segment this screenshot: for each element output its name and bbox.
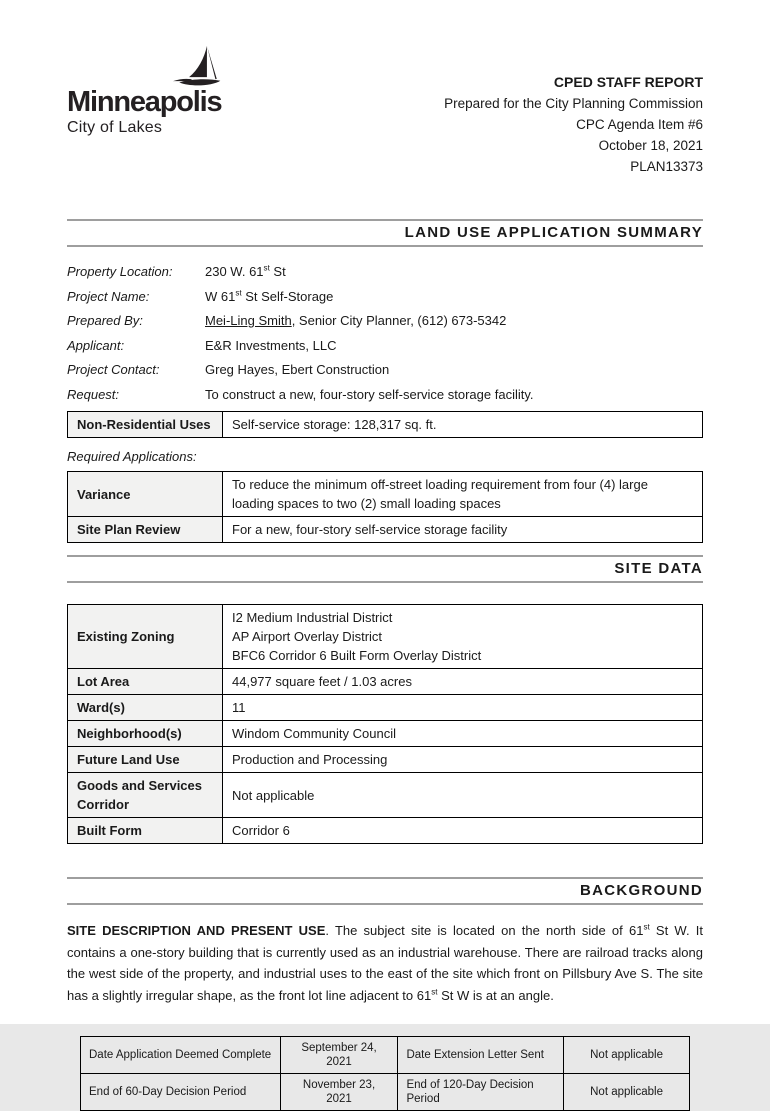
site-description-paragraph: SITE DESCRIPTION AND PRESENT USE. The subject site is located on the north side of 61st St W. It contains a one-story building that is currently used as an industrial warehouse. There are railroad tracks along the west side of the property, and industrial uses to the east of the site which front on Pillsbury Ave S. The site has a slightly irregular shape, as the front lot line adjacent to 61st St W is at an angle. — [67, 922, 703, 1003]
decision-dates-table — [80, 1036, 690, 1111]
field-label: Project Contact: — [67, 362, 160, 377]
application-fields — [67, 264, 703, 403]
table-row-built-form — [68, 818, 703, 844]
section-heading-background: BACKGROUND — [580, 882, 703, 899]
table-row-wards — [68, 695, 703, 721]
non-residential-uses-table — [67, 411, 703, 438]
report-agenda-item: CPC Agenda Item #6 — [576, 117, 703, 132]
divider — [67, 245, 703, 247]
date-label: Date Extension Letter Sent — [398, 1037, 564, 1074]
date-value: September 24, 2021 — [280, 1037, 398, 1074]
section-background — [67, 877, 703, 905]
sailboat-icon — [171, 45, 225, 95]
zoning-line: AP Airport Overlay District — [232, 629, 383, 644]
field-label: Applicant: — [67, 337, 125, 353]
table-row-lot-area — [68, 669, 703, 695]
row-header: Site Plan Review — [68, 517, 223, 543]
field-value: E&R Investments, LLC — [205, 337, 337, 353]
section-site-data — [67, 555, 703, 583]
table-row-site-plan-review — [68, 517, 703, 543]
section-heading-land-use: LAND USE APPLICATION SUMMARY — [404, 224, 703, 241]
section-land-use-summary — [67, 219, 703, 247]
zoning-line: I2 Medium Industrial District — [232, 610, 393, 625]
table-row-future-land-use — [68, 747, 703, 773]
table-row-variance — [68, 472, 703, 517]
report-date: October 18, 2021 — [598, 138, 703, 153]
field-project-contact — [67, 362, 703, 378]
section-heading-site-data: SITE DATA — [614, 560, 703, 577]
row-header: Existing Zoning — [68, 605, 223, 669]
date-label: End of 120-Day Decision Period — [398, 1074, 564, 1111]
row-header: Goods and Services Corridor — [68, 773, 223, 818]
row-header: Future Land Use — [68, 747, 223, 773]
row-value: Windom Community Council — [223, 721, 703, 747]
date-value: Not applicable — [564, 1074, 690, 1111]
field-label: Prepared By: — [67, 313, 143, 328]
row-value: 44,977 square feet / 1.03 acres — [223, 669, 703, 695]
divider — [67, 581, 703, 583]
report-plan-number: PLAN13373 — [630, 159, 703, 174]
field-label: Project Name: — [67, 288, 150, 304]
table-row — [68, 412, 703, 438]
field-property-location — [67, 264, 703, 280]
field-request — [67, 387, 703, 403]
required-applications-label: Required Applications: — [67, 449, 197, 464]
table-row — [81, 1037, 690, 1074]
row-header: Built Form — [68, 818, 223, 844]
required-applications-table — [67, 471, 703, 543]
row-value: Not applicable — [223, 773, 703, 818]
site-data-table — [67, 604, 703, 844]
field-value: Mei-Ling Smith, Senior City Planner, (612) 673-5342 — [205, 313, 507, 328]
field-value: W 61st St Self-Storage — [205, 288, 334, 304]
row-header: Neighborhood(s) — [68, 721, 223, 747]
row-value: Self-service storage: 128,317 sq. ft. — [223, 412, 703, 438]
minneapolis-logo — [67, 45, 287, 137]
row-value: Production and Processing — [223, 747, 703, 773]
table-row-neighborhoods — [68, 721, 703, 747]
row-header: Ward(s) — [68, 695, 223, 721]
row-header: Variance — [68, 472, 223, 517]
field-label: Property Location: — [67, 264, 173, 279]
field-project-name — [67, 289, 703, 305]
row-value: Corridor 6 — [223, 818, 703, 844]
date-label: Date Application Deemed Complete — [81, 1037, 281, 1074]
zoning-line: BFC6 Corridor 6 Built Form Overlay District — [232, 648, 482, 663]
date-value: November 23, 2021 — [280, 1074, 398, 1111]
field-prepared-by — [67, 313, 703, 329]
row-value: 11 — [223, 695, 703, 721]
field-applicant — [67, 338, 703, 354]
report-title: CPED STAFF REPORT — [553, 74, 703, 90]
report-meta — [444, 45, 703, 177]
table-row — [81, 1074, 690, 1111]
logo-tagline: City of Lakes — [67, 119, 163, 136]
row-header: Non-Residential Uses — [68, 412, 223, 438]
date-label: End of 60-Day Decision Period — [81, 1074, 281, 1111]
table-row-existing-zoning — [68, 605, 703, 669]
field-label: Request: — [67, 386, 120, 402]
table-row-goods-services-corridor — [68, 773, 703, 818]
field-value: Greg Hayes, Ebert Construction — [205, 362, 390, 377]
date-value: Not applicable — [564, 1037, 690, 1074]
row-header: Lot Area — [68, 669, 223, 695]
row-value: To reduce the minimum off-street loading requirement from four (4) large loading spaces to two (2) small loading spaces — [223, 472, 703, 517]
logo-wordmark: Minneapolis — [67, 86, 222, 118]
divider — [67, 903, 703, 905]
field-value: To construct a new, four-story self-service storage facility. — [205, 386, 534, 402]
row-value — [223, 605, 703, 669]
report-prepared-for: Prepared for the City Planning Commission — [444, 96, 703, 111]
row-value: For a new, four-story self-service storage facility — [223, 517, 703, 543]
page-header — [67, 45, 703, 177]
field-value: 230 W. 61st St — [205, 263, 286, 279]
